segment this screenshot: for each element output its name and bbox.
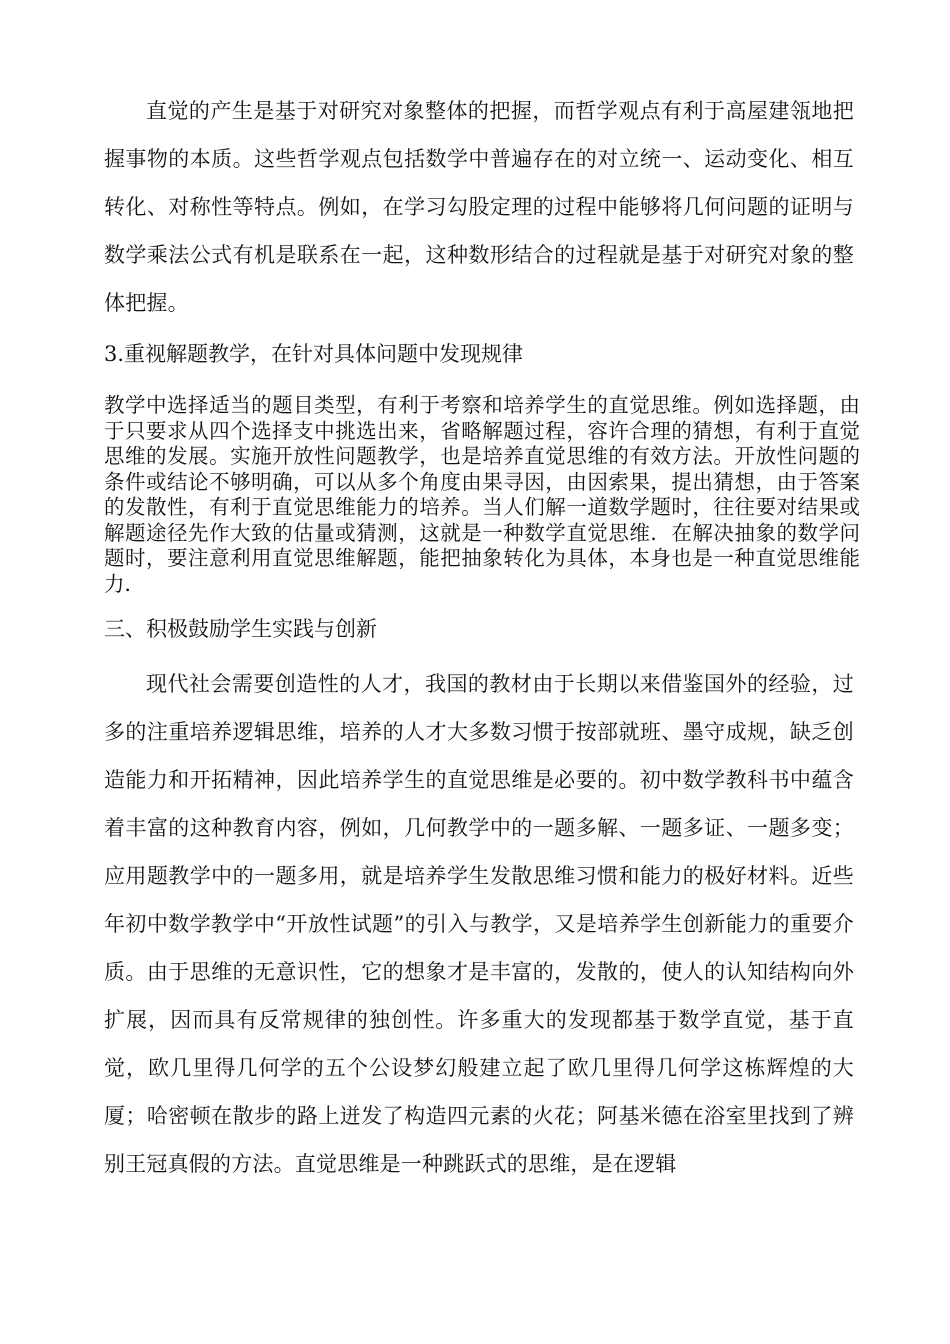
paragraph-creative-talent: 现代社会需要创造性的人才，我国的教材由于长期以来借鉴国外的经验，过多的注重培养逻辑思维，培养的人才大多数习惯于按部就班、墨守成规，缺乏创造能力和开拓精神，因此培养学生的直觉思维是必要的。初中数学教科书中蕴含着丰富的这种教育内容，例如，几何教学中的一题多解、一题多证、一题多变；应用题教学中的一题多用，就是培养学生发散思维习惯和能力的极好材料。近些年初中数学教学中“开放性试题”的引入与教学，又是培养学生创新能力的重要介质。由于思维的无意识性，它的想象才是丰富的，发散的，使人的认知结构向外扩展，因而具有反常规律的独创性。许多重大的发现都基于数学直觉，基于直觉，欧几里得几何学的五个公设梦幻般建立起了欧几里得几何学这栋辉煌的大厦；哈密顿在散步的路上迸发了构造四元素的火花；阿基米德在浴室里找到了辨别王冠真假的方法。直觉思维是一种跳跃式的思维，是在逻辑 bbox=[104, 672, 854, 1176]
subheading-problem-solving: 3.重视解题教学，在针对具体问题中发现规律 bbox=[104, 342, 524, 366]
section-heading-practice-innovation: 三、积极鼓励学生实践与创新 bbox=[104, 617, 377, 641]
paragraph-holistic-intuition: 直觉的产生是基于对研究对象整体的把握，而哲学观点有利于高屋建瓴地把握事物的本质。这些哲学观点包括数学中普遍存在的对立统一、运动变化、相互转化、对称性等特点。例如，在学习勾股定理的过程中能够将几何问题的证明与数学乘法公式有机是联系在一起，这种数形结合的过程就是基于对研究对象的整体把握。 bbox=[104, 99, 854, 315]
paragraph-problem-types: 教学中选择适当的题目类型，有利于考察和培养学生的直觉思维。例如选择题，由于只要求从四个选择支中挑选出来，省略解题过程，容许合理的猜想，有利于直觉思维的发展。实施开放性问题教学，也是培养直觉思维的有效方法。开放性问题的条件或结论不够明确，可以从多个角度由果寻因，由因索果，提出猜想，由于答案的发散性，有利于直觉思维能力的培养。当人们解一道数学题时，往往要对结果或解题途径先作大致的估量或猜测，这就是一种数学直觉思维．在解决抽象的数学问题时，要注意利用直觉思维解题，能把抽象转化为具体，本身也是一种直觉思维能力． bbox=[104, 393, 860, 596]
